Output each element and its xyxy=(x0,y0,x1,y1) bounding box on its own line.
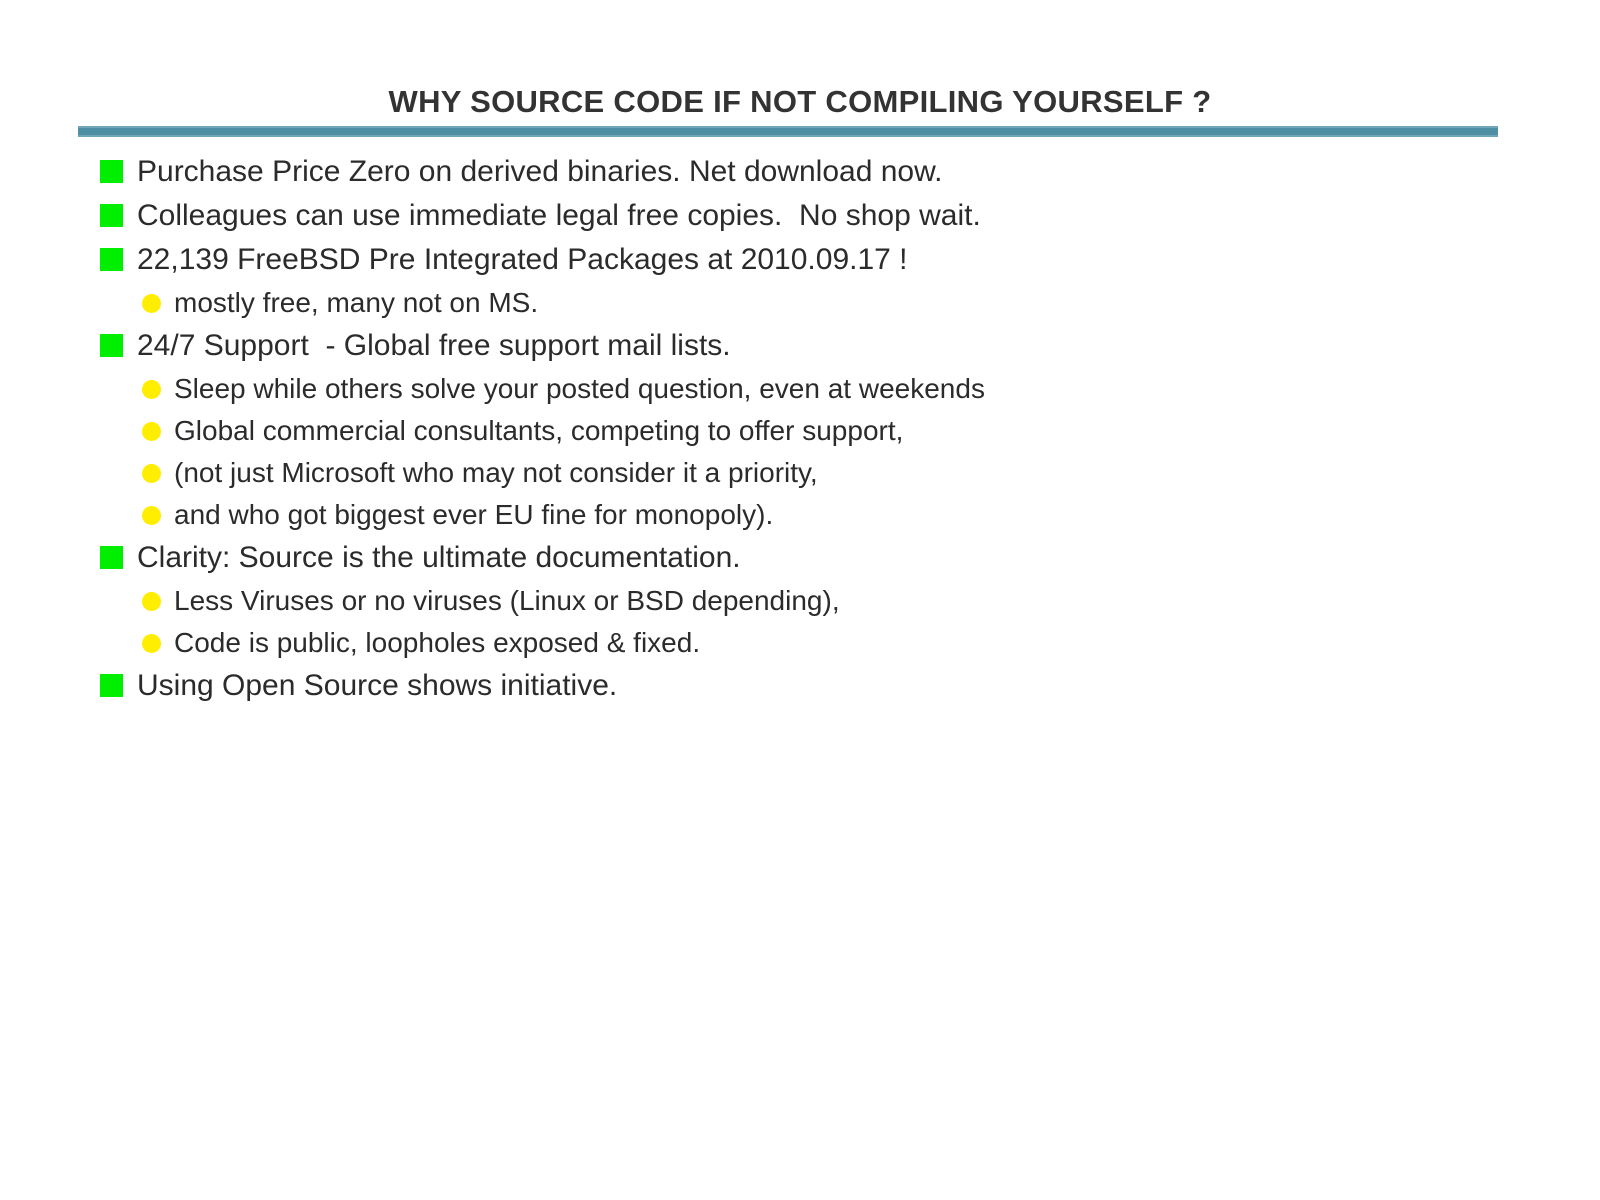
square-bullet-icon xyxy=(100,546,123,569)
list-item xyxy=(100,324,1520,368)
list-item xyxy=(100,368,1520,410)
circle-bullet-icon xyxy=(142,464,161,483)
list-item xyxy=(100,150,1520,194)
list-item-label: Code is public, loopholes exposed & fixed. xyxy=(174,627,701,658)
list-item-label: Using Open Source shows initiative. xyxy=(137,669,618,702)
list-item xyxy=(100,238,1520,282)
list-item xyxy=(100,194,1520,238)
list-item-label: Colleagues can use immediate legal free copies. No shop wait. xyxy=(137,199,981,232)
title-divider xyxy=(78,126,1498,137)
list-item-label: (not just Microsoft who may not consider it a priority, xyxy=(174,457,818,488)
circle-bullet-icon xyxy=(142,380,161,399)
list-item-label: Clarity: Source is the ultimate documentation. xyxy=(137,541,741,574)
page-title: WHY SOURCE CODE IF NOT COMPILING YOURSELF ? xyxy=(388,84,1212,119)
list-item-label: Less Viruses or no viruses (Linux or BSD depending), xyxy=(174,585,840,616)
list-item-label: mostly free, many not on MS. xyxy=(174,287,539,318)
circle-bullet-icon xyxy=(142,294,161,313)
circle-bullet-icon xyxy=(142,592,161,611)
square-bullet-icon xyxy=(100,674,123,697)
list-item-label: Sleep while others solve your posted question, even at weekends xyxy=(174,373,985,404)
circle-bullet-icon xyxy=(142,506,161,525)
list-item xyxy=(100,282,1520,324)
list-item xyxy=(100,664,1520,708)
list-item-label: 24/7 Support - Global free support mail lists. xyxy=(137,329,731,362)
list-item-label: and who got biggest ever EU fine for monopoly). xyxy=(174,499,774,530)
list-item xyxy=(100,410,1520,452)
list-item xyxy=(100,622,1520,664)
list-item xyxy=(100,452,1520,494)
square-bullet-icon xyxy=(100,204,123,227)
list-item xyxy=(100,536,1520,580)
bullet-list xyxy=(100,150,1520,708)
list-item-label: Global commercial consultants, competing to offer support, xyxy=(174,415,904,446)
square-bullet-icon xyxy=(100,160,123,183)
circle-bullet-icon xyxy=(142,422,161,441)
list-item xyxy=(100,580,1520,622)
list-item-label: 22,139 FreeBSD Pre Integrated Packages at 2010.09.17 ! xyxy=(137,243,908,276)
square-bullet-icon xyxy=(100,334,123,357)
circle-bullet-icon xyxy=(142,634,161,653)
list-item xyxy=(100,494,1520,536)
list-item-label: Purchase Price Zero on derived binaries. Net download now. xyxy=(137,155,943,188)
square-bullet-icon xyxy=(100,248,123,271)
